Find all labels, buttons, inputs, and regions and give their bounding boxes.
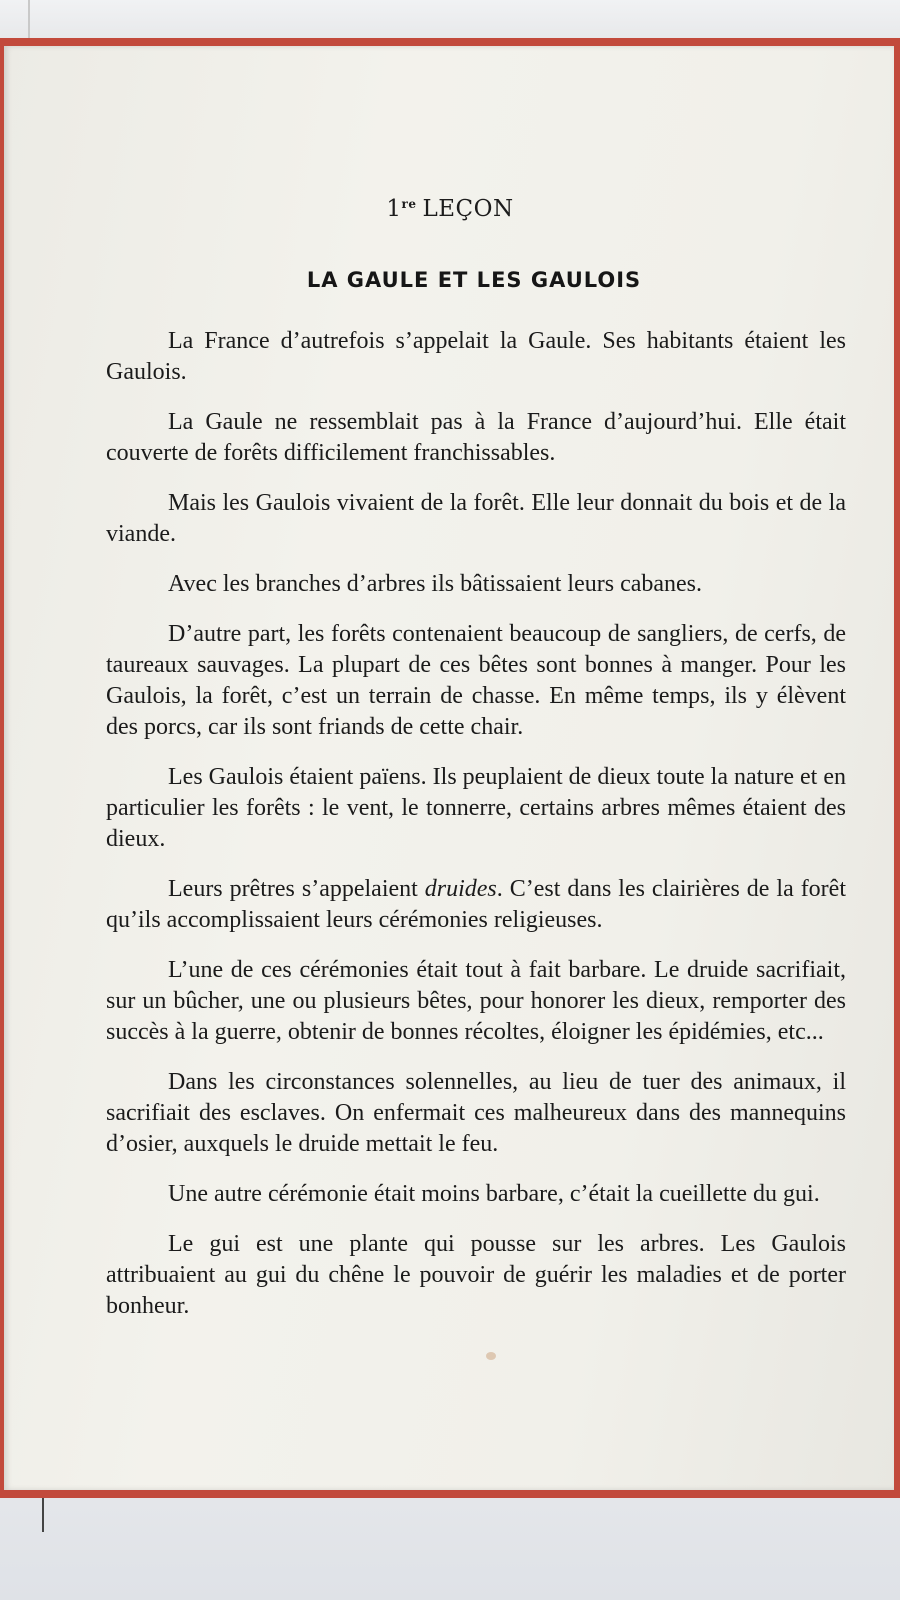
lesson-label: LEÇON — [422, 196, 514, 222]
lesson-title: LA GAULE ET LES GAULOIS — [306, 268, 642, 292]
bottom-edge-line — [42, 1498, 44, 1532]
paragraph: La Gaule ne ressemblait pas à la France d’aujourd’hui. Elle était couverte de forêts difficilement franchissables. — [106, 409, 846, 466]
lesson-body — [106, 326, 846, 1341]
paragraph: La France d’autrefois s’appelait la Gaule. Ses habitants étaient les Gaulois. — [106, 328, 846, 385]
background-bottom-strip — [0, 1498, 900, 1600]
page-stain — [486, 1352, 496, 1360]
paragraph-text: . C’est dans les clairières de la forêt qu’ils accomplissaient leurs cérémonies religieuses. — [106, 876, 846, 933]
paragraph: Avec les branches d’arbres ils bâtissaient leurs cabanes. — [168, 571, 703, 597]
paragraph: L’une de ces cérémonies était tout à fait barbare. Le druide sacrifiait, sur un bûcher, une ou plusieurs bêtes, pour honorer les dieux, remporter des succès à la guerre, obtenir de bonnes récoltes, éloigner les épidémies, etc... — [106, 957, 846, 1045]
lesson-number-digit: 1 — [386, 196, 402, 222]
paragraph: Une autre cérémonie était moins barbare, c’était la cueillette du gui. — [168, 1181, 820, 1207]
paragraph-text: Leurs prêtres s’appelaient — [168, 876, 425, 902]
lesson-number — [0, 196, 900, 222]
emphasis-druides: druides — [424, 876, 497, 902]
paragraph: Les Gaulois étaient païens. Ils peuplaient de dieux toute la nature et en particulier les forêts : le vent, le tonnerre, certains arbres mêmes étaient des dieux. — [106, 764, 846, 852]
lesson-number-suffix: re — [401, 197, 417, 211]
paragraph — [106, 874, 846, 936]
paragraph: Mais les Gaulois vivaient de la forêt. Elle leur donnait du bois et de la viande. — [106, 490, 846, 547]
paragraph: D’autre part, les forêts contenaient beaucoup de sangliers, de cerfs, de taureaux sauvages. La plupart de ces bêtes sont bonnes à manger. Pour les Gaulois, la forêt, c’est un terrain de chasse. En même temps, ils y élèvent des porcs, car ils sont friands de cette chair. — [106, 621, 846, 740]
paragraph: Dans les circonstances solennelles, au lieu de tuer des animaux, il sacrifiait des esclaves. On enfermait ces malheureux dans des mannequins d’osier, auxquels le druide mettait le feu. — [106, 1069, 846, 1157]
paragraph: Le gui est une plante qui pousse sur les arbres. Les Gaulois attribuaient au gui du chêne le pouvoir de guérir les maladies et de porter bonheur. — [106, 1231, 846, 1319]
